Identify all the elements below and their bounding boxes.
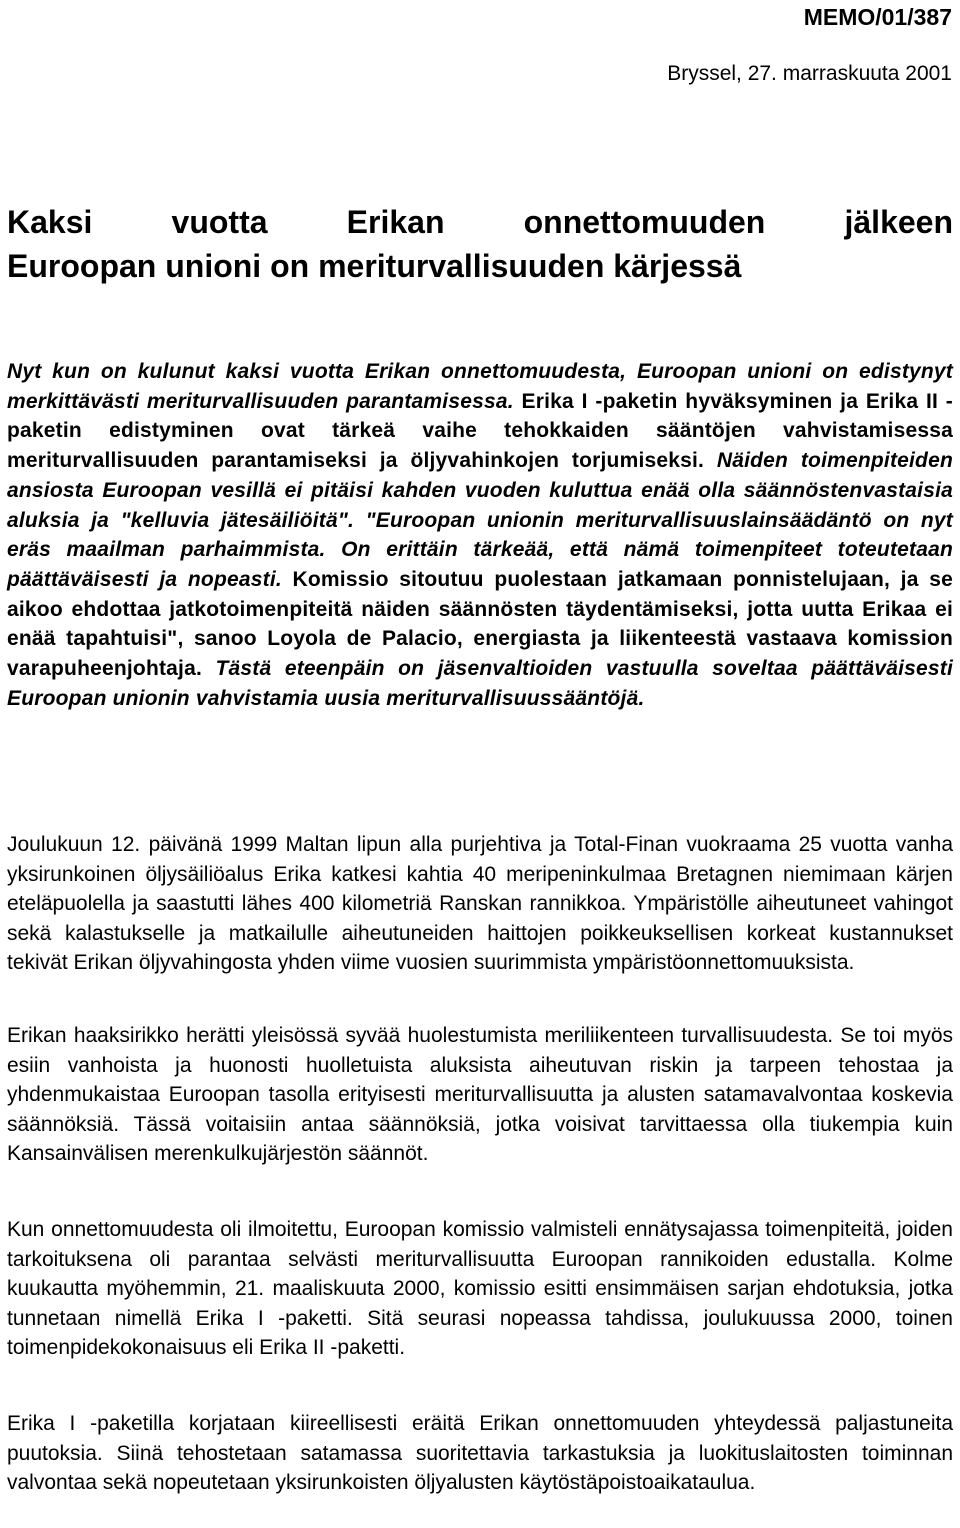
body-paragraph-4: Erika I -paketilla korjataan kiireellisesti eräitä Erikan onnettomuuden yhteydessä paljastuneita puutoksia. Siinä tehostetaan satamassa suoritettavia tarkastuksia ja luokituslaitosten toiminnan valvontaa sekä nopeutetaan yksirunkoisten öljyalusten käytöstäpoistoaikataulua. [7,1412,953,1494]
lead-italic-1: Nyt kun on kulunut kaksi vuotta Erikan onnettomuudesta, Euroopan unioni on edistynyt merkittävästi meriturvallisuuden parantamisessa. [7,360,953,413]
title-line-1: Kaksi vuotta Erikan onnettomuuden jälkeen [7,204,953,240]
place-date: Bryssel, 27. marraskuuta 2001 [667,62,952,85]
memo-reference: MEMO/01/387 [803,4,952,30]
document-title [7,200,953,288]
lead-paragraph [7,357,953,713]
title-line-2: Euroopan unioni on meriturvallisuuden kärjessä [7,248,742,284]
lead-italic-2: Näiden toimenpiteiden ansiosta Euroopan vesillä ei pitäisi kahden vuoden kuluttua enää olla säännöstenvastaisia aluksia ja "kelluvia jätesäiliöitä". "Euroopan unionin meriturvallisuuslainsäädäntö on nyt eräs maailman parhaimmista. On erittäin tärkeää, että nämä toimenpiteet toteutetaan päättäväisesti ja nopeasti. [7,449,953,591]
lead-text-2: Komissio sitoutuu puolestaan jatkamaan ponnistelujaan, ja se aikoo ehdottaa jatkotoimenpiteitä näiden säännösten täydentämiseksi, jotta uutta Erikaa ei enää tapahtuisi", sanoo Loyola de Palacio, energiasta ja liikenteestä vastaava komission varapuheenjohtaja. [7,567,953,681]
lead-text-1: Erika I -paketin hyväksyminen ja Erika II -paketin edistyminen ovat tärkeä vaihe tehokkaiden sääntöjen vahvistamisessa meriturvallisuuden parantamiseksi ja öljyvahinkojen torjumiseksi. [7,389,953,473]
lead-italic-3: Tästä eteenpäin on jäsenvaltioiden vastuulla soveltaa päättäväisesti Euroopan unionin vahvistamia uusia meriturvallisuussääntöjä. [7,657,953,710]
body-paragraph-2: Erikan haaksirikko herätti yleisössä syvää huolestumista meriliikenteen turvallisuudesta. Se toi myös esiin vanhoista ja huonosti huolletuista aluksista aiheutuvan riskin ja tarpeen tehostaa ja yhdenmukaistaa Euroopan tasolla erityisesti meriturvallisuutta ja alusten satamavalvontaa koskevia säännöksiä. Tässä voitaisiin antaa säännöksiä, jotka voisivat tarvittaessa olla tiukempia kuin Kansainvälisen merenkulkujärjestön säännöt. [7,1024,953,1165]
body-paragraph-1: Joulukuun 12. päivänä 1999 Maltan lipun alla purjehtiva ja Total-Finan vuokraama 25 vuotta vanha yksirunkoinen öljysäiliöalus Erika katkesi kahtia 40 meripeninkulmaa Bretagnen niemimaan kärjen eteläpuolella ja saastutti lähes 400 kilometriä Ranskan rannikkoa. Ympäristölle aiheutuneet vahingot sekä kalastukselle ja matkailulle aiheutuneiden haittojen poikkeuksellisen korkeat kustannukset tekivät Erikan öljyvahingosta yhden viime vuosien suurimmista ympäristöonnettomuuksista. [7,833,953,974]
body-paragraph-3: Kun onnettomuudesta oli ilmoitettu, Euroopan komissio valmisteli ennätysajassa toimenpiteitä, joiden tarkoituksena oli parantaa selvästi meriturvallisuutta Euroopan rannikoiden edustalla. Kolme kuukautta myöhemmin, 21. maaliskuuta 2000, komissio esitti ensimmäisen sarjan ehdotuksia, jotka tunnetaan nimellä Erika I -paketti. Sitä seurasi nopeassa tahdissa, joulukuussa 2000, toinen toimenpidekokonaisuus eli Erika II -paketti. [7,1218,953,1359]
